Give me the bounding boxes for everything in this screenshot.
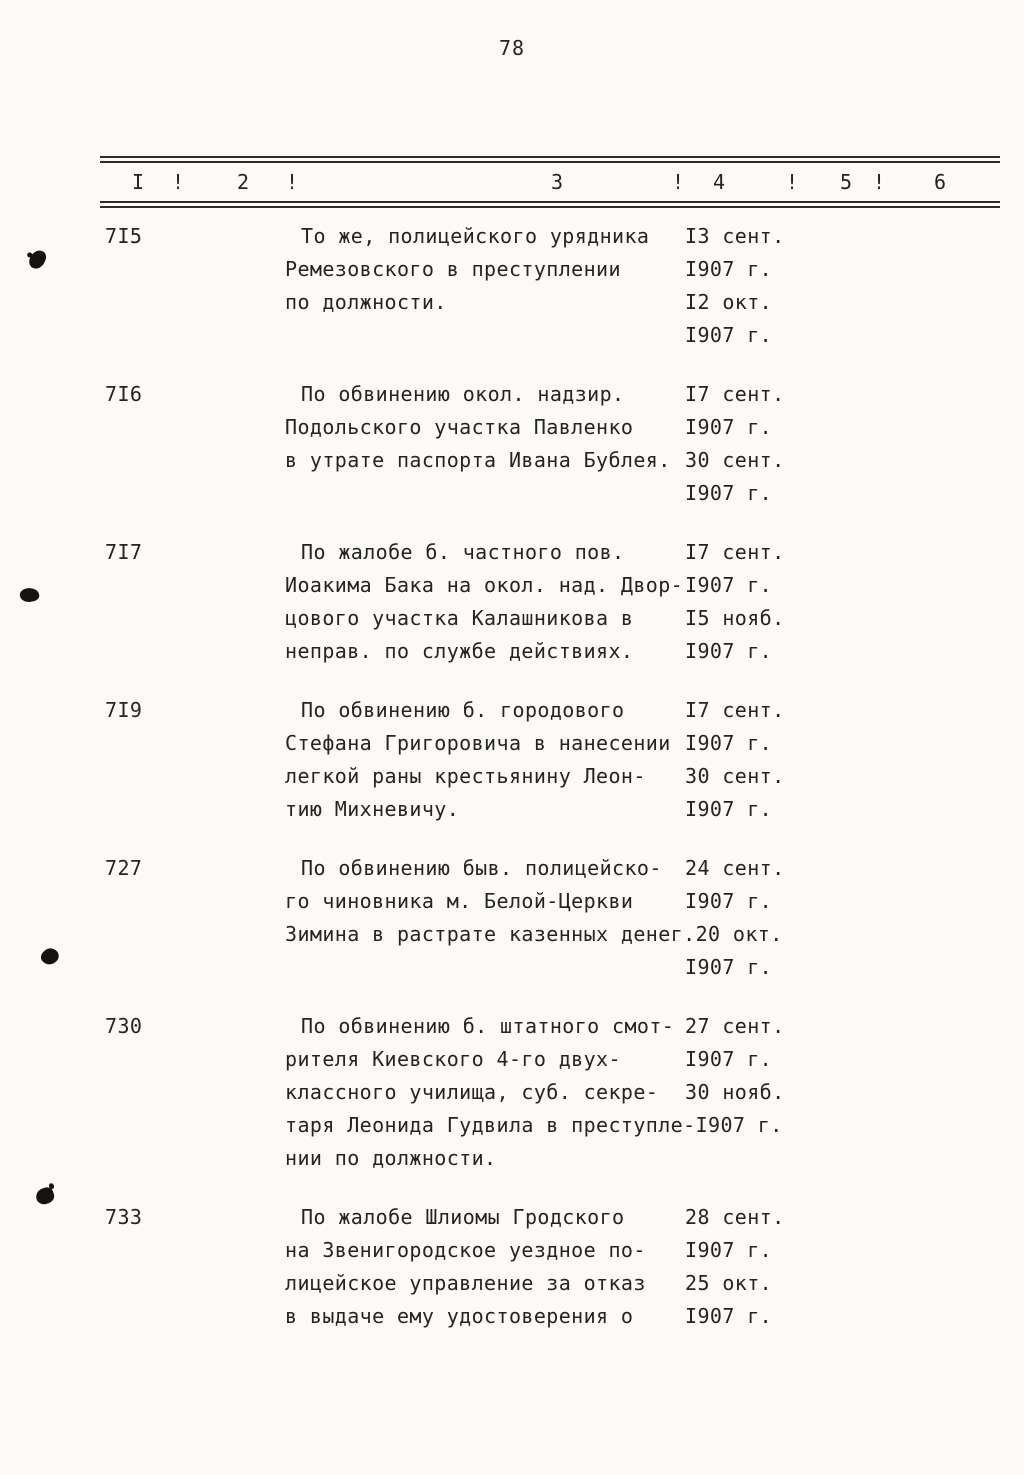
inventory-entries	[105, 220, 995, 1359]
entry-date: I3 сент.	[685, 224, 785, 248]
entry-lines	[285, 1201, 995, 1333]
entry-lines	[285, 220, 995, 352]
entry-description-text: тию Михневичу.	[285, 797, 460, 821]
entry-line	[285, 602, 995, 635]
column-header-2: 2	[237, 170, 250, 194]
table-row	[105, 536, 995, 668]
entry-line	[285, 319, 995, 352]
entry-description-text	[285, 477, 685, 510]
entry-lines	[285, 536, 995, 668]
entry-number: 733	[105, 1205, 143, 1229]
entry-date: I907 г.	[695, 1113, 783, 1137]
entry-lines	[285, 378, 995, 510]
entry-description-text: По обвинению быв. полицейско-	[301, 856, 662, 880]
column-header-3: 3	[551, 170, 564, 194]
entry-number: 730	[105, 1014, 143, 1038]
entry-date: I7 сент.	[685, 382, 785, 406]
ink-blot	[27, 248, 48, 271]
table-row	[105, 1201, 995, 1333]
entry-date: I7 сент.	[685, 540, 785, 564]
entry-date: I907 г.	[685, 731, 773, 755]
entry-number: 7I9	[105, 698, 143, 722]
bottom-double-rule	[100, 201, 1000, 208]
entry-line	[285, 918, 995, 951]
table-row	[105, 852, 995, 984]
entry-date: I907 г.	[685, 1047, 773, 1071]
entry-line	[285, 286, 995, 319]
entry-date: 27 сент.	[685, 1014, 785, 1038]
entry-line	[285, 760, 995, 793]
entry-line	[285, 951, 995, 984]
entry-line	[285, 1076, 995, 1109]
entry-date: 30 нояб.	[685, 1080, 785, 1104]
entry-line	[285, 793, 995, 826]
entry-description-text: классного училища, суб. секре-	[285, 1080, 659, 1104]
entry-description-text: По обвинению б. штатного смот-	[301, 1014, 675, 1038]
entry-description-text: цового участка Калашникова в	[285, 606, 634, 630]
entry-date: I907 г.	[685, 797, 773, 821]
entry-description-text: По жалобе б. частного пов.	[301, 540, 625, 564]
entry-line	[285, 694, 995, 727]
entry-line	[285, 852, 995, 885]
entry-description-text: неправ. по службе действиях.	[285, 639, 634, 663]
ink-blot	[34, 1185, 56, 1206]
entry-date: I5 нояб.	[685, 606, 785, 630]
entry-date: I907 г.	[685, 639, 773, 663]
entry-line	[285, 253, 995, 286]
entry-date: 25 окт.	[685, 1271, 773, 1295]
column-separator: !	[672, 170, 685, 194]
entry-date: I907 г.	[685, 573, 773, 597]
entry-lines	[285, 694, 995, 826]
column-header-5: 5	[840, 170, 853, 194]
entry-description-text: По жалобе Шлиомы Гродского	[301, 1205, 625, 1229]
ink-blot	[38, 945, 61, 968]
entry-description-text: Стефана Григоровича в нанесении	[285, 731, 671, 755]
entry-description-text: в выдаче ему удостоверения о	[285, 1304, 634, 1328]
entry-date: 20 окт.	[695, 922, 783, 946]
table-row	[105, 694, 995, 826]
entry-line	[285, 1201, 995, 1234]
entry-description-text: То же, полицейского урядника	[301, 224, 650, 248]
entry-date: I907 г.	[685, 955, 773, 979]
table-row	[105, 220, 995, 352]
entry-line	[285, 885, 995, 918]
top-double-rule	[100, 156, 1000, 163]
entry-description-text: нии по должности.	[285, 1146, 497, 1170]
entry-date: I2 окт.	[685, 290, 773, 314]
entry-description-text	[285, 319, 685, 352]
entry-line	[285, 1300, 995, 1333]
column-separator: !	[786, 170, 799, 194]
entry-description-text: рителя Киевского 4-го двух-	[285, 1047, 621, 1071]
entry-date: 30 сент.	[685, 448, 785, 472]
table-header	[100, 156, 1000, 208]
entry-line	[285, 1109, 995, 1142]
entry-date: I907 г.	[685, 889, 773, 913]
column-header-row	[100, 163, 1000, 201]
entry-line	[285, 1142, 995, 1175]
entry-line	[285, 444, 995, 477]
entry-description-text: таря Леонида Гудвила в преступле-	[285, 1113, 696, 1137]
column-separator: !	[286, 170, 299, 194]
entry-line	[285, 378, 995, 411]
entry-number: 7I7	[105, 540, 143, 564]
column-header-4: 4	[713, 170, 726, 194]
entry-line	[285, 569, 995, 602]
entry-date: I907 г.	[685, 323, 773, 347]
entry-date: I7 сент.	[685, 698, 785, 722]
entry-date: I907 г.	[685, 1238, 773, 1262]
entry-number: 727	[105, 856, 143, 880]
column-separator: !	[873, 170, 886, 194]
entry-date: 24 сент.	[685, 856, 785, 880]
entry-number: 7I6	[105, 382, 143, 406]
entry-lines	[285, 1010, 995, 1175]
entry-date: I907 г.	[685, 481, 773, 505]
entry-line	[285, 727, 995, 760]
column-header-6: 6	[934, 170, 947, 194]
entry-description-text: По обвинению б. городового	[301, 698, 625, 722]
entry-line	[285, 635, 995, 668]
entry-line	[285, 1043, 995, 1076]
ink-blot	[19, 586, 40, 604]
table-row	[105, 378, 995, 510]
column-separator: !	[172, 170, 185, 194]
entry-description-text: Ремезовского в преступлении	[285, 257, 621, 281]
entry-description-text: в утрате паспорта Ивана Бублея.	[285, 448, 671, 472]
entry-line	[285, 411, 995, 444]
entry-line	[285, 536, 995, 569]
entry-line	[285, 220, 995, 253]
entry-description-text	[285, 951, 685, 984]
entry-line	[285, 1010, 995, 1043]
entry-description-text: по должности.	[285, 290, 447, 314]
entry-line	[285, 1267, 995, 1300]
entry-line	[285, 477, 995, 510]
column-header-1: I	[132, 170, 145, 194]
entry-description-text: Зимина в растрате казенных денег.	[285, 922, 696, 946]
entry-line	[285, 1234, 995, 1267]
entry-description-text: Подольского участка Павленко	[285, 415, 634, 439]
entry-description-text: лицейское управление за отказ	[285, 1271, 646, 1295]
table-row	[105, 1010, 995, 1175]
entry-description-text: По обвинению окол. надзир.	[301, 382, 625, 406]
entry-lines	[285, 852, 995, 984]
entry-date: I907 г.	[685, 1304, 773, 1328]
entry-date: 28 сент.	[685, 1205, 785, 1229]
entry-number: 7I5	[105, 224, 143, 248]
entry-description-text: го чиновника м. Белой-Церкви	[285, 889, 634, 913]
page-number: 78	[498, 36, 526, 60]
entry-date: 30 сент.	[685, 764, 785, 788]
entry-description-text: легкой раны крестьянину Леон-	[285, 764, 646, 788]
entry-description-text: Иоакима Бака на окол. над. Двор-	[285, 573, 684, 597]
entry-description-text: на Звенигородское уездное по-	[285, 1238, 646, 1262]
entry-date: I907 г.	[685, 257, 773, 281]
entry-date: I907 г.	[685, 415, 773, 439]
